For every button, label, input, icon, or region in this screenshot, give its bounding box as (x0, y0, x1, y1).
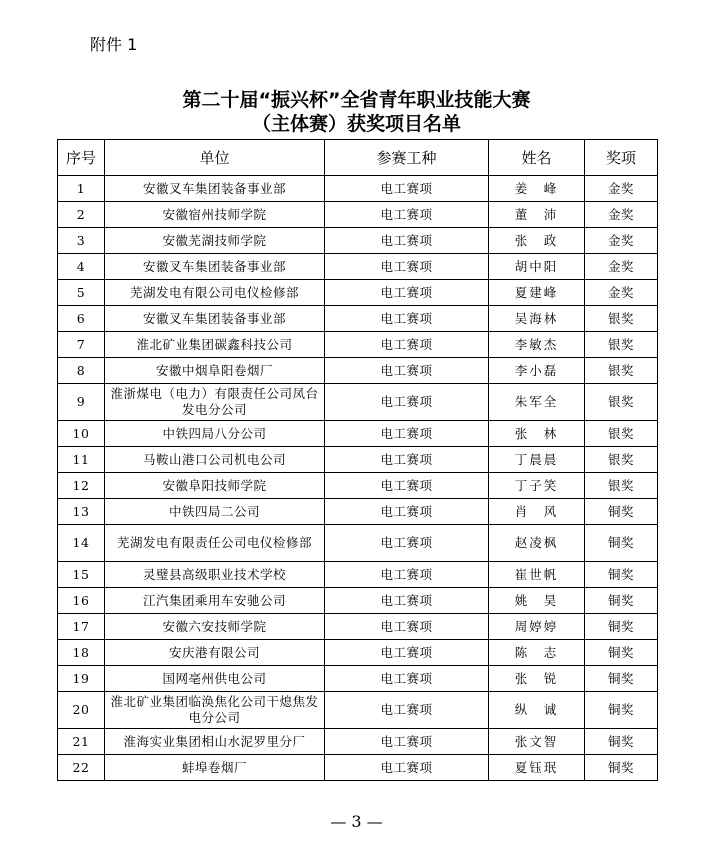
cell-trade: 电工赛项 (325, 525, 489, 562)
cell-unit: 淮北矿业集团碳鑫科技公司 (105, 332, 325, 358)
cell-award: 银奖 (585, 358, 658, 384)
cell-no: 14 (58, 525, 105, 562)
cell-award: 铜奖 (585, 692, 658, 729)
cell-name: 陈 志 (489, 640, 585, 666)
cell-unit: 芜湖发电有限责任公司电仪检修部 (105, 525, 325, 562)
cell-unit: 淮浙煤电（电力）有限责任公司凤台发电分公司 (105, 384, 325, 421)
cell-unit: 安徽中烟阜阳卷烟厂 (105, 358, 325, 384)
cell-trade: 电工赛项 (325, 358, 489, 384)
cell-trade: 电工赛项 (325, 473, 489, 499)
cell-unit: 国网亳州供电公司 (105, 666, 325, 692)
cell-trade: 电工赛项 (325, 499, 489, 525)
table-row (58, 588, 658, 614)
cell-award: 银奖 (585, 447, 658, 473)
cell-trade: 电工赛项 (325, 280, 489, 306)
table-header-row (58, 140, 658, 176)
cell-unit: 马鞍山港口公司机电公司 (105, 447, 325, 473)
cell-award: 金奖 (585, 202, 658, 228)
cell-no: 22 (58, 755, 105, 781)
cell-award: 银奖 (585, 384, 658, 421)
table-row (58, 473, 658, 499)
cell-trade: 电工赛项 (325, 202, 489, 228)
cell-name: 朱军全 (489, 384, 585, 421)
cell-unit: 安徽叉车集团装备事业部 (105, 176, 325, 202)
table-row (58, 306, 658, 332)
cell-no: 16 (58, 588, 105, 614)
cell-no: 17 (58, 614, 105, 640)
cell-no: 1 (58, 176, 105, 202)
cell-name: 崔世帆 (489, 562, 585, 588)
cell-name: 姚 昊 (489, 588, 585, 614)
cell-trade: 电工赛项 (325, 421, 489, 447)
table-row (58, 421, 658, 447)
cell-unit: 安徽叉车集团装备事业部 (105, 254, 325, 280)
cell-name: 胡中阳 (489, 254, 585, 280)
cell-name: 李小磊 (489, 358, 585, 384)
cell-no: 18 (58, 640, 105, 666)
table-row (58, 358, 658, 384)
header-trade: 参赛工种 (325, 140, 489, 176)
cell-name: 张 锐 (489, 666, 585, 692)
cell-no: 2 (58, 202, 105, 228)
awards-table (57, 139, 658, 781)
cell-trade: 电工赛项 (325, 332, 489, 358)
table-row (58, 525, 658, 562)
document-subtitle: （主体赛）获奖项目名单 (251, 113, 461, 135)
cell-no: 6 (58, 306, 105, 332)
cell-name: 夏钰珉 (489, 755, 585, 781)
cell-no: 20 (58, 692, 105, 729)
cell-trade: 电工赛项 (325, 692, 489, 729)
table-row (58, 640, 658, 666)
cell-name: 张 林 (489, 421, 585, 447)
cell-unit: 安徽六安技师学院 (105, 614, 325, 640)
cell-no: 12 (58, 473, 105, 499)
cell-name: 夏建峰 (489, 280, 585, 306)
cell-no: 11 (58, 447, 105, 473)
cell-unit: 淮海实业集团相山水泥罗里分厂 (105, 729, 325, 755)
cell-award: 铜奖 (585, 666, 658, 692)
cell-trade: 电工赛项 (325, 447, 489, 473)
table-row (58, 692, 658, 729)
cell-unit: 中铁四局二公司 (105, 499, 325, 525)
cell-unit: 灵璧县高级职业技术学校 (105, 562, 325, 588)
cell-name: 赵凌枫 (489, 525, 585, 562)
cell-name: 张文智 (489, 729, 585, 755)
cell-name: 肖 风 (489, 499, 585, 525)
cell-trade: 电工赛项 (325, 588, 489, 614)
cell-trade: 电工赛项 (325, 176, 489, 202)
cell-unit: 安徽宿州技师学院 (105, 202, 325, 228)
cell-no: 7 (58, 332, 105, 358)
cell-award: 金奖 (585, 254, 658, 280)
cell-award: 铜奖 (585, 588, 658, 614)
cell-no: 13 (58, 499, 105, 525)
header-unit: 单位 (105, 140, 325, 176)
table-row (58, 384, 658, 421)
cell-award: 铜奖 (585, 640, 658, 666)
header-no: 序号 (58, 140, 105, 176)
cell-trade: 电工赛项 (325, 614, 489, 640)
table-row (58, 228, 658, 254)
cell-trade: 电工赛项 (325, 562, 489, 588)
cell-no: 8 (58, 358, 105, 384)
header-name: 姓名 (489, 140, 585, 176)
cell-unit: 芜湖发电有限公司电仪检修部 (105, 280, 325, 306)
cell-no: 5 (58, 280, 105, 306)
cell-trade: 电工赛项 (325, 254, 489, 280)
cell-unit: 安庆港有限公司 (105, 640, 325, 666)
table-row (58, 666, 658, 692)
cell-trade: 电工赛项 (325, 384, 489, 421)
cell-unit: 安徽阜阳技师学院 (105, 473, 325, 499)
cell-award: 铜奖 (585, 755, 658, 781)
table-row (58, 755, 658, 781)
table-row (58, 614, 658, 640)
table-row (58, 562, 658, 588)
cell-name: 张 政 (489, 228, 585, 254)
cell-name: 周婷婷 (489, 614, 585, 640)
cell-name: 董 沛 (489, 202, 585, 228)
cell-name: 丁子笑 (489, 473, 585, 499)
cell-unit: 安徽芜湖技师学院 (105, 228, 325, 254)
cell-award: 铜奖 (585, 614, 658, 640)
cell-name: 纵 诚 (489, 692, 585, 729)
cell-no: 3 (58, 228, 105, 254)
table-row (58, 447, 658, 473)
cell-name: 姜 峰 (489, 176, 585, 202)
page-number: — 3 — (330, 812, 383, 831)
cell-no: 9 (58, 384, 105, 421)
cell-trade: 电工赛项 (325, 755, 489, 781)
cell-name: 吴海林 (489, 306, 585, 332)
cell-trade: 电工赛项 (325, 666, 489, 692)
table-row (58, 280, 658, 306)
cell-trade: 电工赛项 (325, 228, 489, 254)
cell-trade: 电工赛项 (325, 640, 489, 666)
attachment-label: 附件 1 (90, 35, 138, 54)
cell-award: 铜奖 (585, 499, 658, 525)
cell-award: 银奖 (585, 473, 658, 499)
cell-award: 金奖 (585, 228, 658, 254)
table-row (58, 729, 658, 755)
cell-no: 21 (58, 729, 105, 755)
cell-unit: 安徽叉车集团装备事业部 (105, 306, 325, 332)
cell-no: 19 (58, 666, 105, 692)
cell-unit: 江汽集团乘用车安驰公司 (105, 588, 325, 614)
cell-no: 10 (58, 421, 105, 447)
cell-award: 铜奖 (585, 729, 658, 755)
cell-award: 金奖 (585, 280, 658, 306)
cell-award: 铜奖 (585, 525, 658, 562)
cell-unit: 蚌埠卷烟厂 (105, 755, 325, 781)
cell-unit: 中铁四局八分公司 (105, 421, 325, 447)
cell-award: 银奖 (585, 306, 658, 332)
cell-name: 丁晨晨 (489, 447, 585, 473)
cell-award: 银奖 (585, 332, 658, 358)
cell-trade: 电工赛项 (325, 306, 489, 332)
table-row (58, 332, 658, 358)
cell-award: 金奖 (585, 176, 658, 202)
table-row (58, 202, 658, 228)
header-award: 奖项 (585, 140, 658, 176)
table-row (58, 499, 658, 525)
cell-trade: 电工赛项 (325, 729, 489, 755)
document-title: 第二十届“振兴杯”全省青年职业技能大赛 (182, 89, 531, 111)
cell-unit: 淮北矿业集团临涣焦化公司干熄焦发电分公司 (105, 692, 325, 729)
table-row (58, 176, 658, 202)
cell-award: 银奖 (585, 421, 658, 447)
cell-no: 4 (58, 254, 105, 280)
cell-no: 15 (58, 562, 105, 588)
cell-award: 铜奖 (585, 562, 658, 588)
cell-name: 李敏杰 (489, 332, 585, 358)
table-row (58, 254, 658, 280)
